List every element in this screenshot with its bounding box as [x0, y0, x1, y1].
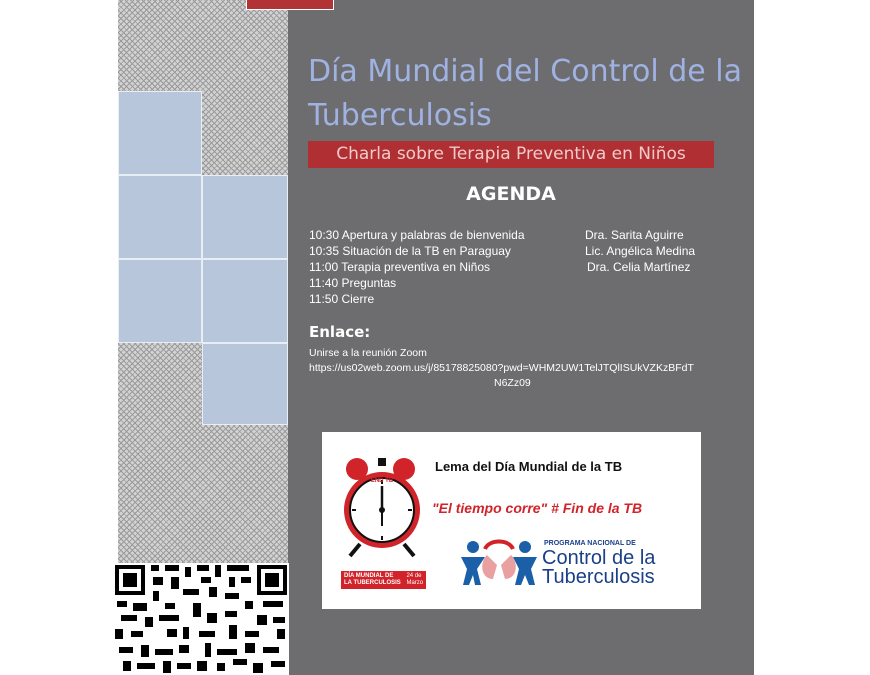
decor-square [118, 259, 202, 343]
program-name-line1: Control de la [542, 547, 656, 569]
dmt-month: Marzo [406, 580, 424, 586]
zoom-url-end[interactable]: N6Zz09 [494, 377, 531, 389]
slogan-text: "El tiempo corre" # Fin de la TB [432, 500, 643, 516]
agenda-item: 11:00 Terapia preventiva en Niños [309, 260, 491, 274]
decor-square [118, 175, 202, 259]
agenda-row [309, 243, 729, 259]
agenda-item: 11:50 Cierre [309, 292, 375, 306]
zoom-url[interactable]: https://us02web.zoom.us/j/85178825080?pwd=WHM2UW1TelJTQlISUkVZKzBFdT [309, 362, 694, 374]
top-accent-bar [246, 0, 334, 10]
page-title: Día Mundial del Control de la Tuberculosis [308, 54, 743, 133]
agenda-row [309, 259, 729, 275]
agenda-speaker: Lic. Angélica Medina [585, 244, 696, 258]
agenda-item: 11:40 Preguntas [309, 276, 397, 290]
agenda-item: 10:35 Situación de la TB en Paraguay [309, 244, 511, 258]
clock-label: END TB [370, 478, 394, 484]
join-text: Unirse a la reunión Zoom [309, 347, 427, 359]
program-name-small: PROGRAMA NACIONAL DE [544, 540, 636, 547]
dmt-day: 24 de [406, 573, 422, 579]
dmt-line2: LA TUBERCULOSIS [344, 580, 401, 586]
qr-code[interactable] [113, 563, 289, 675]
agenda-row [309, 275, 729, 291]
program-name [542, 549, 655, 587]
agenda-speaker: Dra. Celia Martínez [587, 260, 691, 274]
agenda-list [309, 227, 729, 307]
dmt-line1: DÍA MUNDIAL DE [344, 573, 394, 579]
subtitle-banner: Charla sobre Terapia Preventiva en Niños [308, 141, 714, 168]
world-tb-day-logo [341, 571, 426, 589]
zoom-link-block[interactable] [309, 346, 729, 391]
alarm-clock-icon [340, 452, 424, 560]
decor-square [202, 175, 288, 259]
agenda-row [309, 227, 729, 243]
decor-square [202, 343, 288, 425]
qr-code-icon [113, 563, 289, 675]
agenda-heading: AGENDA [466, 183, 556, 205]
link-heading: Enlace: [309, 323, 371, 341]
program-logo-figures-icon [457, 535, 541, 587]
decor-square [118, 91, 202, 175]
agenda-item: 10:30 Apertura y palabras de bienvenida [309, 228, 525, 242]
agenda-speaker: Dra. Sarita Aguirre [585, 228, 684, 242]
program-name-line2: Tuberculosis [542, 566, 655, 588]
lema-heading: Lema del Día Mundial de la TB [435, 459, 623, 474]
decor-square [202, 259, 288, 343]
agenda-row [309, 291, 729, 307]
